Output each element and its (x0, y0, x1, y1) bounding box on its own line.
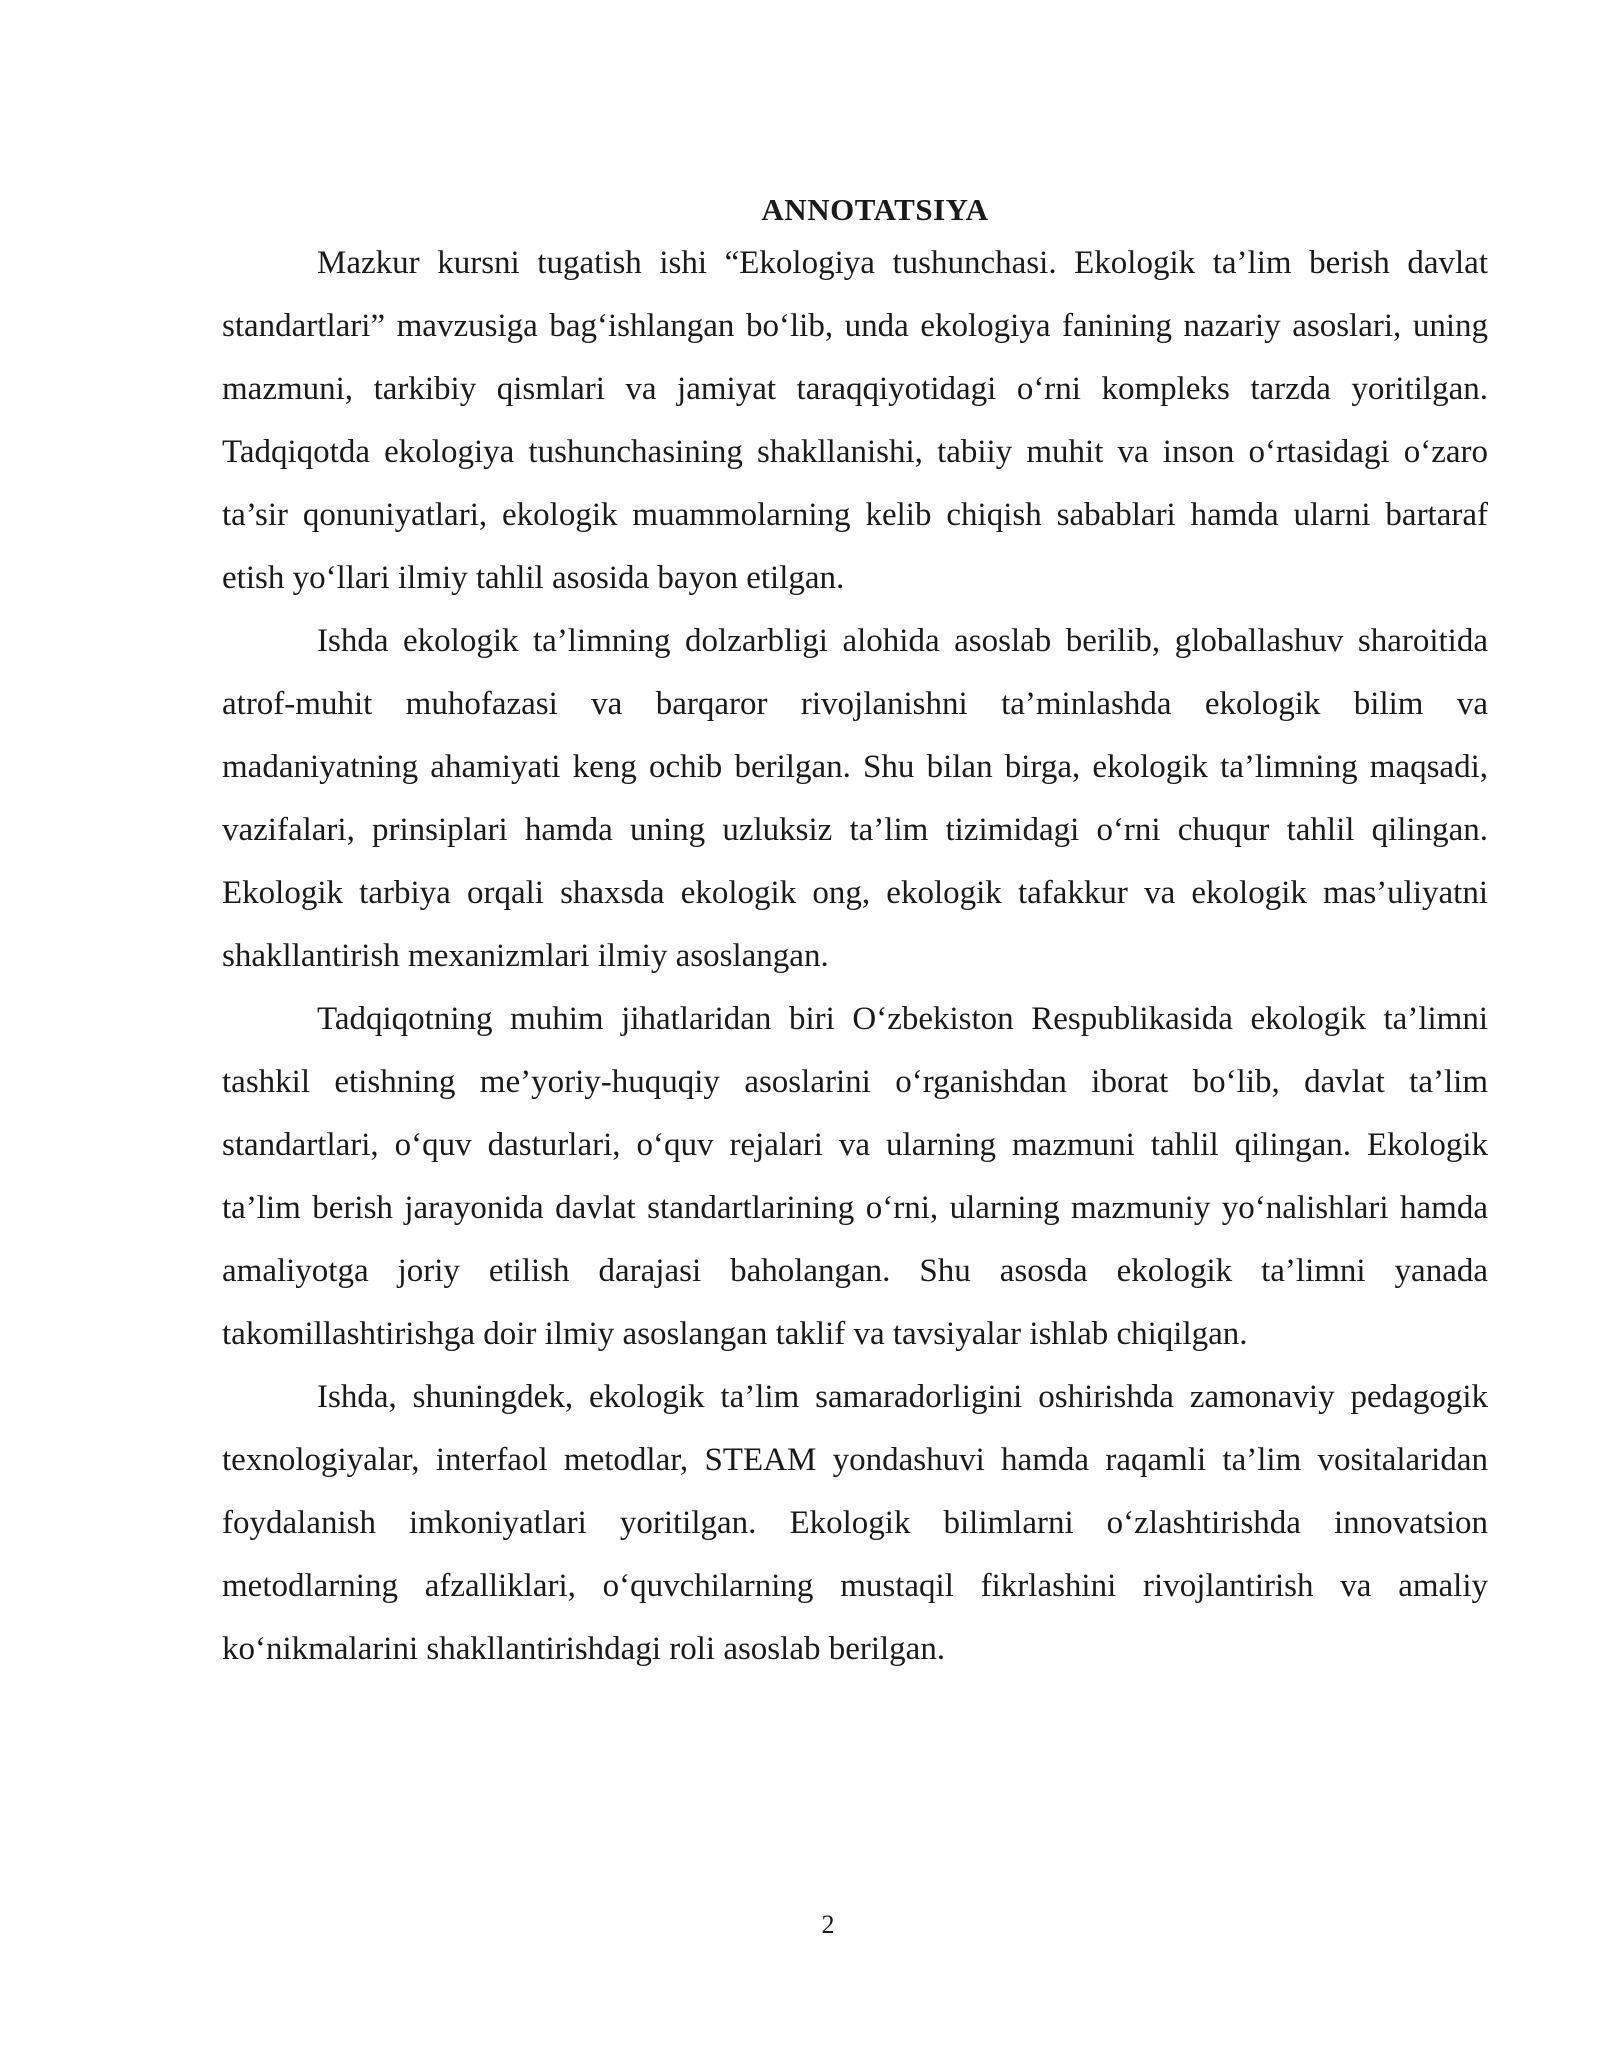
paragraph-3: Tadqiqotning muhim jihatlaridan biri O‘zbekiston Respublikasida ekologik ta’limni tashkil etishning me’yoriy-huquqiy asoslarini o‘rganishdan iborat bo‘lib, davlat ta’lim standartlari, o‘quv dasturlari, o‘quv rejalari va ularning mazmuni tahlil qilingan. Ekologik ta’lim berish jarayonida davlat standartlarining o‘rni, ularning mazmuniy yo‘nalishlari hamda amaliyotga joriy etilish darajasi baholangan. Shu asosda ekologik ta’limni yanada takomillashtirishga doir ilmiy asoslangan taklif va tavsiyalar ishlab chiqilgan. (222, 1001, 1488, 1352)
paragraph-1: Mazkur kursni tugatish ishi “Ekologiya tushunchasi. Ekologik ta’lim berish davlat standartlari” mavzusiga bag‘ishlangan bo‘lib, unda ekologiya fanining nazariy asoslari, uning mazmuni, tarkibiy qismlari va jamiyat taraqqiyotidagi o‘rni kompleks tarzda yoritilgan. Tadqiqotda ekologiya tushunchasining shakllanishi, tabiiy muhit va inson o‘rtasidagi o‘zaro ta’sir qonuniyatlari, ekologik muammolarning kelib chiqish sabablari hamda ularni bartaraf etish yo‘llari ilmiy tahlil asosida bayon etilgan. (222, 245, 1488, 596)
page-number: 2 (821, 1910, 835, 1939)
page-title: ANNOTATSIYA (761, 192, 989, 227)
page-content (222, 188, 1488, 1681)
paragraph-4: Ishda, shuningdek, ekologik ta’lim samaradorligini oshirishda zamonaviy pedagogik texnologiyalar, interfaol metodlar, STEAM yondashuvi hamda raqamli ta’lim vositalaridan foydalanish imkoniyatlari yoritilgan. Ekologik bilimlarni o‘zlashtirishda innovatsion metodlarning afzalliklari, o‘quvchilarning mustaqil fikrlashini rivojlantirish va amaliy ko‘nikmalarini shakllantirishdagi roli asoslab berilgan. (222, 1379, 1488, 1667)
paragraph-2: Ishda ekologik ta’limning dolzarbligi alohida asoslab berilib, globallashuv sharoitida atrof-muhit muhofazasi va barqaror rivojlanishni ta’minlashda ekologik bilim va madaniyatning ahamiyati keng ochib berilgan. Shu bilan birga, ekologik ta’limning maqsadi, vazifalari, prinsiplari hamda uning uzluksiz ta’lim tizimidagi o‘rni chuqur tahlil qilingan. Ekologik tarbiya orqali shaxsda ekologik ong, ekologik tafakkur va ekologik mas’uliyatni shakllantirish mexanizmlari ilmiy asoslangan. (222, 623, 1488, 974)
